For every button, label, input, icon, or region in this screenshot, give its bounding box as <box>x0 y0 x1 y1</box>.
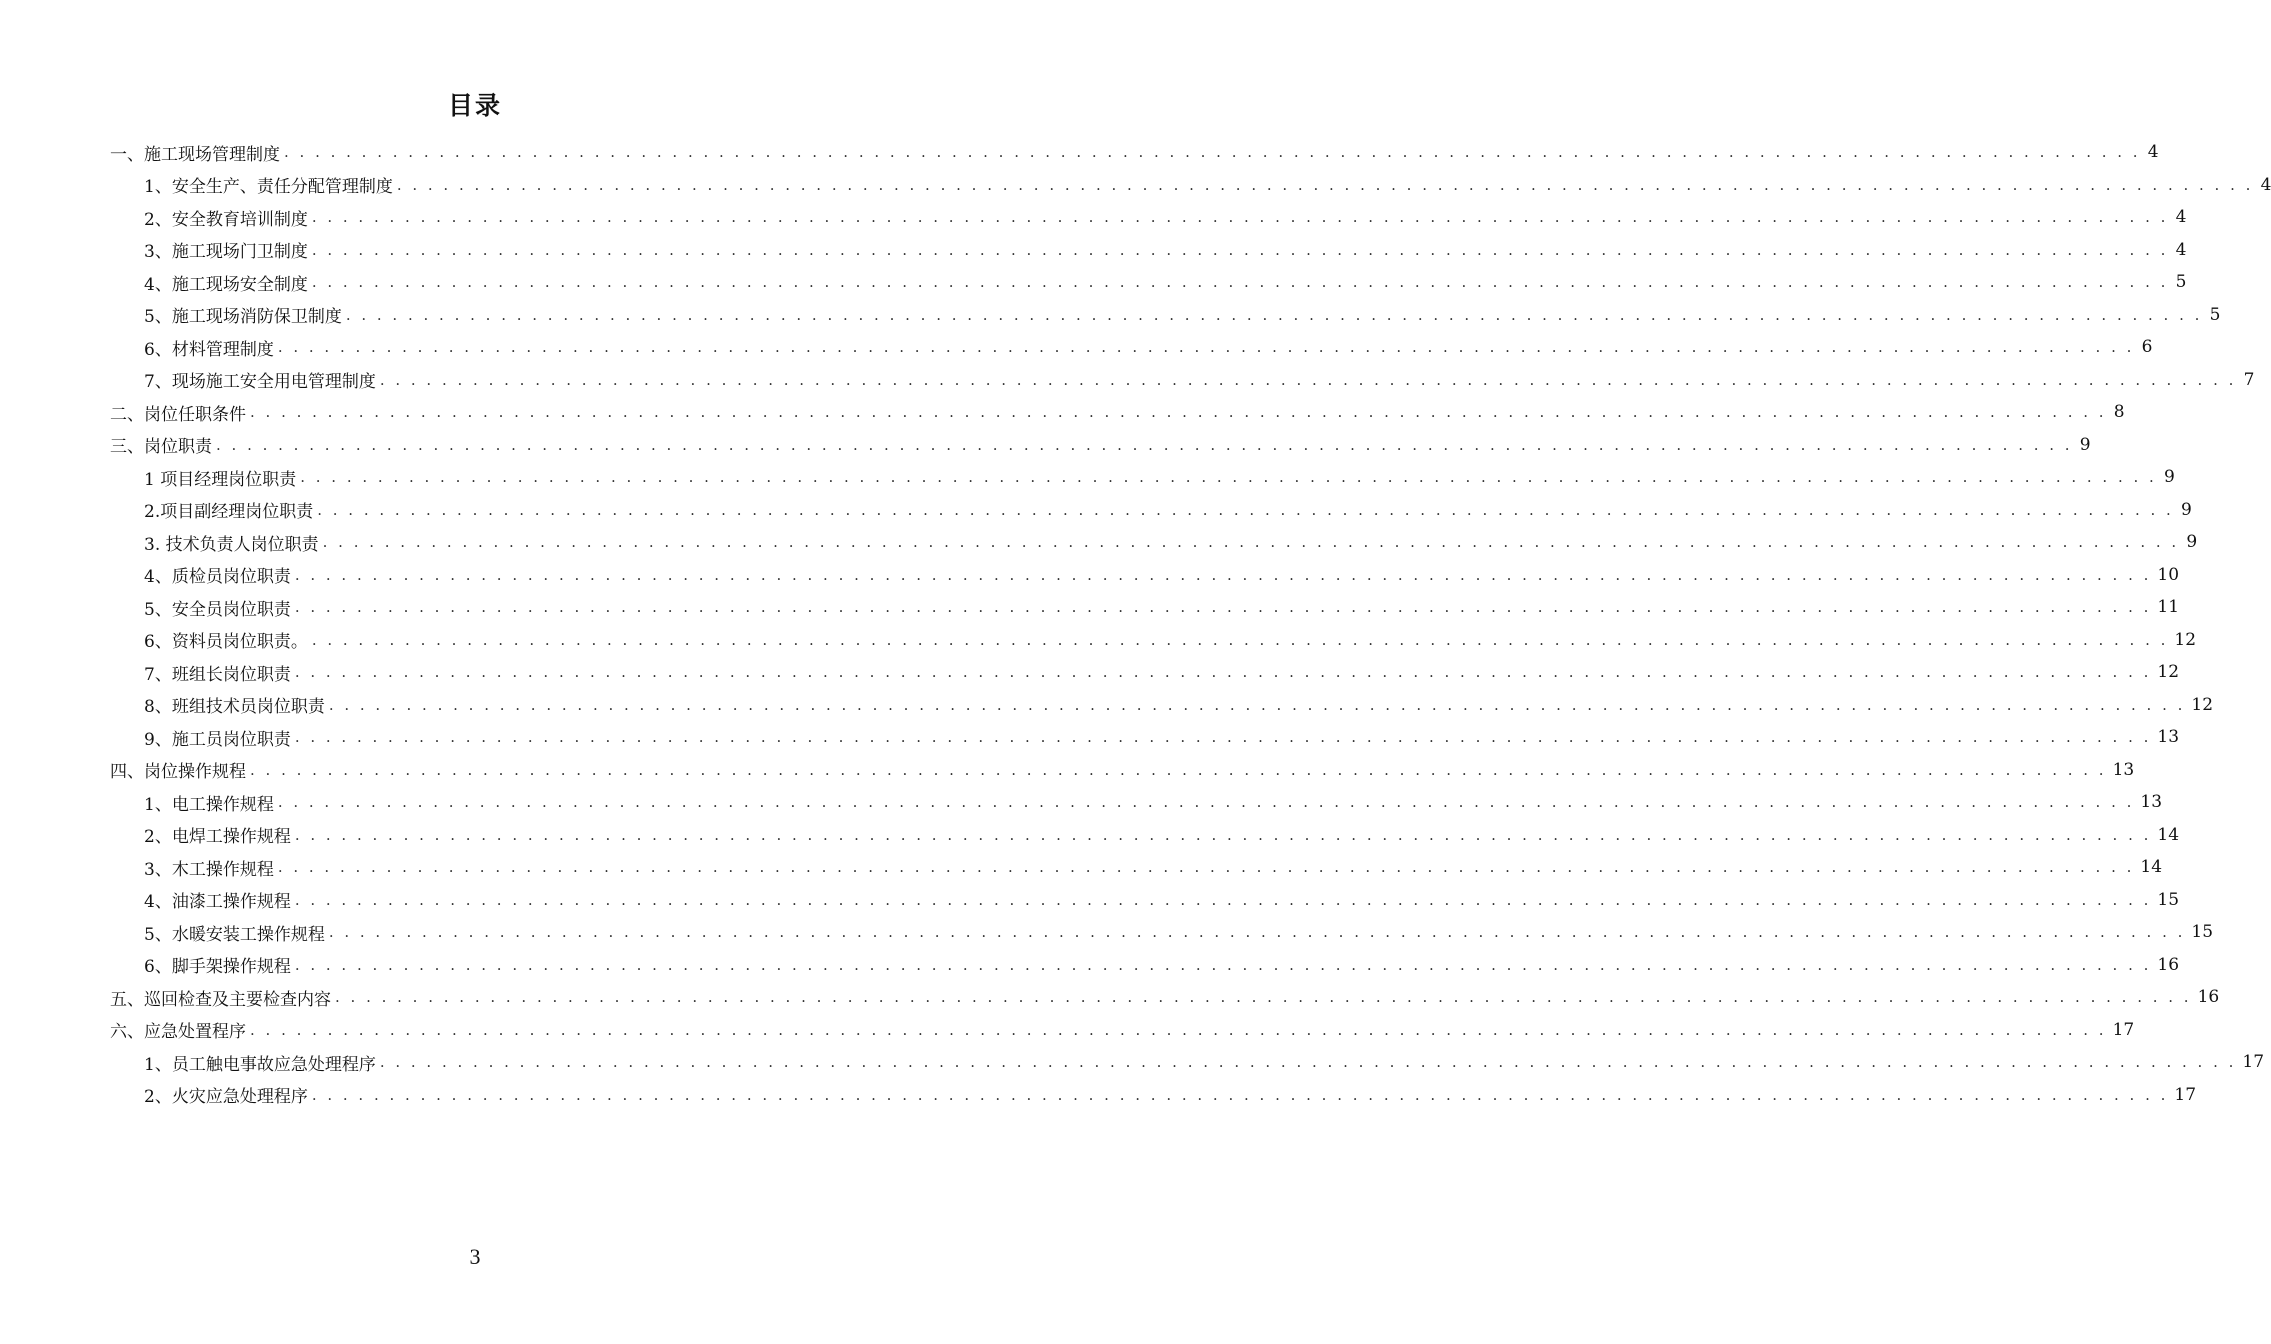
toc-entry-label: 一、施工现场管理制度 <box>110 144 280 165</box>
toc-entry[interactable] <box>110 754 2135 787</box>
toc-entry-label: 四、岗位操作规程 <box>110 762 246 783</box>
toc-entry-label: 5、水暖安装工操作规程 <box>144 924 325 945</box>
toc-entry[interactable] <box>110 786 2163 819</box>
toc-leader-dots: . . . . . . . . . . . . . . . . . . . . . . . . . . . . . . . . . . . . . . . . . . . . . . . . . . . . . . . . . . . . . . . . . . . . . . . . . . . . . . . . . . . . . . . . . . . . . . . . . . . . . . . . . . . . . . . . . . . . . . . . <box>328 695 2186 714</box>
toc-entry-label: 6、材料管理制度 <box>144 339 274 360</box>
toc-entry-label: 1、安全生产、责任分配管理制度 <box>144 177 393 198</box>
toc-entry[interactable] <box>110 136 2159 169</box>
toc-leader-dots: . . . . . . . . . . . . . . . . . . . . . . . . . . . . . . . . . . . . . . . . . . . . . . . . . . . . . . . . . . . . . . . . . . . . . . . . . . . . . . . . . . . . . . . . . . . . . . . . . . . . . . . . . . . . . . . . . . . . . . . . <box>250 1020 2107 1039</box>
toc-entry-label: 1 项目经理岗位职责 <box>144 469 297 490</box>
toc-entry-page: 15 <box>2191 922 2214 943</box>
toc-entry[interactable] <box>110 981 2220 1014</box>
toc-leader-dots: . . . . . . . . . . . . . . . . . . . . . . . . . . . . . . . . . . . . . . . . . . . . . . . . . . . . . . . . . . . . . . . . . . . . . . . . . . . . . . . . . . . . . . . . . . . . . . . . . . . . . . . . . . . . . . . . . . . . . . . . <box>250 403 2107 422</box>
toc-entry-label: 4、油漆工操作规程 <box>144 892 291 913</box>
toc-entry[interactable] <box>110 559 2180 592</box>
toc-leader-dots: . . . . . . . . . . . . . . . . . . . . . . . . . . . . . . . . . . . . . . . . . . . . . . . . . . . . . . . . . . . . . . . . . . . . . . . . . . . . . . . . . . . . . . . . . . . . . . . . . . . . . . . . . . . . . . . . . . . . . . . . <box>250 760 2107 779</box>
toc-entry[interactable] <box>110 396 2125 429</box>
toc-entry-page: 6 <box>2141 337 2153 358</box>
toc-entry-label: 1、电工操作规程 <box>144 794 274 815</box>
toc-entry-label: 2、安全教育培训制度 <box>144 209 308 230</box>
toc-entry-label: 五、巡回检查及主要检查内容 <box>110 989 331 1010</box>
toc-entry-page: 12 <box>2191 694 2214 715</box>
toc-leader-dots: . . . . . . . . . . . . . . . . . . . . . . . . . . . . . . . . . . . . . . . . . . . . . . . . . . . . . . . . . . . . . . . . . . . . . . . . . . . . . . . . . . . . . . . . . . . . . . . . . . . . . . . . . . . . . . . . . . . . . . . . <box>300 468 2157 487</box>
toc-entry-label: 3、施工现场门卫制度 <box>144 242 308 263</box>
toc-entry-page: 16 <box>2197 987 2220 1008</box>
toc-entry-label: 2、火灾应急处理程序 <box>144 1087 308 1108</box>
toc-entry[interactable] <box>110 916 2214 949</box>
toc-entry[interactable] <box>110 266 2187 299</box>
toc-leader-dots: . . . . . . . . . . . . . . . . . . . . . . . . . . . . . . . . . . . . . . . . . . . . . . . . . . . . . . . . . . . . . . . . . . . . . . . . . . . . . . . . . . . . . . . . . . . . . . . . . . . . . . . . . . . . . . . . . . . . . . . . <box>317 500 2174 519</box>
toc-entry-label: 2.项目副经理岗位职责 <box>144 502 314 523</box>
toc-leader-dots: . . . . . . . . . . . . . . . . . . . . . . . . . . . . . . . . . . . . . . . . . . . . . . . . . . . . . . . . . . . . . . . . . . . . . . . . . . . . . . . . . . . . . . . . . . . . . . . . . . . . . . . . . . . . . . . . . . . . . . . . <box>379 370 2237 389</box>
toc-leader-dots: . . . . . . . . . . . . . . . . . . . . . . . . . . . . . . . . . . . . . . . . . . . . . . . . . . . . . . . . . . . . . . . . . . . . . . . . . . . . . . . . . . . . . . . . . . . . . . . . . . . . . . . . . . . . . . . . . . . . . . . . <box>294 598 2152 617</box>
toc-entry-label: 3、木工操作规程 <box>144 859 274 880</box>
toc-entry-label: 1、员工触电事故应急处理程序 <box>144 1054 376 1075</box>
toc-entry-page: 10 <box>2157 564 2180 585</box>
toc-entry[interactable] <box>110 169 2271 202</box>
toc-entry[interactable] <box>110 1046 2265 1079</box>
toc-entry-label: 6、资料员岗位职责。 <box>144 632 308 653</box>
toc-entry-page: 5 <box>2209 304 2221 325</box>
toc-entry[interactable] <box>110 234 2187 267</box>
toc-leader-dots: . . . . . . . . . . . . . . . . . . . . . . . . . . . . . . . . . . . . . . . . . . . . . . . . . . . . . . . . . . . . . . . . . . . . . . . . . . . . . . . . . . . . . . . . . . . . . . . . . . . . . . . . . . . . . . . . . . . . . . . . <box>311 630 2169 649</box>
toc-entry[interactable] <box>110 1014 2135 1047</box>
toc-entry[interactable] <box>110 819 2180 852</box>
toc-entry-label: 六、应急处置程序 <box>110 1022 246 1043</box>
page-number: 3 <box>469 1244 481 1269</box>
toc-entry-page: 5 <box>2175 272 2187 293</box>
toc-entry[interactable] <box>110 364 2255 397</box>
toc-leader-dots: . . . . . . . . . . . . . . . . . . . . . . . . . . . . . . . . . . . . . . . . . . . . . . . . . . . . . . . . . . . . . . . . . . . . . . . . . . . . . . . . . . . . . . . . . . . . . . . . . . . . . . . . . . . . . . . . . . . . . . . . <box>284 143 2141 162</box>
toc-entry[interactable] <box>110 461 2175 494</box>
toc-entry[interactable] <box>110 884 2180 917</box>
toc-entry-page: 4 <box>2147 142 2159 163</box>
toc-entry-page: 13 <box>2157 727 2180 748</box>
toc-entry-page: 8 <box>2113 402 2125 423</box>
toc-leader-dots: . . . . . . . . . . . . . . . . . . . . . . . . . . . . . . . . . . . . . . . . . . . . . . . . . . . . . . . . . . . . . . . . . . . . . . . . . . . . . . . . . . . . . . . . . . . . . . . . . . . . . . . . . . . . . . . . . . . . . . . . <box>216 435 2073 454</box>
toc-entry[interactable] <box>110 624 2197 657</box>
toc-entry-label: 4、施工现场安全制度 <box>144 274 308 295</box>
toc-leader-dots: . . . . . . . . . . . . . . . . . . . . . . . . . . . . . . . . . . . . . . . . . . . . . . . . . . . . . . . . . . . . . . . . . . . . . . . . . . . . . . . . . . . . . . . . . . . . . . . . . . . . . . . . . . . . . . . . . . . . . . . . <box>311 240 2169 259</box>
toc-entry-page: 14 <box>2140 857 2163 878</box>
toc-entry-page: 15 <box>2157 889 2180 910</box>
toc-entry-label: 4、质检员岗位职责 <box>144 567 291 588</box>
toc-entry-page: 9 <box>2163 467 2175 488</box>
toc-entry-label: 二、岗位任职条件 <box>110 404 246 425</box>
toc-entry-page: 4 <box>2175 207 2187 228</box>
toc-entry-page: 17 <box>2174 1084 2197 1105</box>
toc-entry-page: 14 <box>2157 824 2180 845</box>
toc-entry[interactable] <box>110 429 2091 462</box>
toc-entry-page: 13 <box>2140 792 2163 813</box>
toc-entry-page: 16 <box>2157 954 2180 975</box>
toc-entry-label: 7、现场施工安全用电管理制度 <box>144 372 376 393</box>
toc-leader-dots: . . . . . . . . . . . . . . . . . . . . . . . . . . . . . . . . . . . . . . . . . . . . . . . . . . . . . . . . . . . . . . . . . . . . . . . . . . . . . . . . . . . . . . . . . . . . . . . . . . . . . . . . . . . . . . . . . . . . . . . . <box>311 1085 2169 1104</box>
toc-entry[interactable] <box>110 331 2153 364</box>
toc-entry-label: 9、施工员岗位职责 <box>144 729 291 750</box>
toc-leader-dots: . . . . . . . . . . . . . . . . . . . . . . . . . . . . . . . . . . . . . . . . . . . . . . . . . . . . . . . . . . . . . . . . . . . . . . . . . . . . . . . . . . . . . . . . . . . . . . . . . . . . . . . . . . . . . . . . . . . . . . . . <box>294 565 2152 584</box>
toc-entry-page: 17 <box>2242 1052 2265 1073</box>
toc-entry[interactable] <box>110 201 2187 234</box>
toc-leader-dots: . . . . . . . . . . . . . . . . . . . . . . . . . . . . . . . . . . . . . . . . . . . . . . . . . . . . . . . . . . . . . . . . . . . . . . . . . . . . . . . . . . . . . . . . . . . . . . . . . . . . . . . . . . . . . . . . . . . . . . . . <box>322 533 2180 552</box>
toc-leader-dots: . . . . . . . . . . . . . . . . . . . . . . . . . . . . . . . . . . . . . . . . . . . . . . . . . . . . . . . . . . . . . . . . . . . . . . . . . . . . . . . . . . . . . . . . . . . . . . . . . . . . . . . . . . . . . . . . . . . . . . . . <box>335 988 2192 1007</box>
toc-entry-page: 11 <box>2157 597 2180 618</box>
toc-entry-label: 三、岗位职责 <box>110 437 212 458</box>
toc-entry-page: 4 <box>2175 239 2187 260</box>
toc-entry-label: 7、班组长岗位职责 <box>144 664 291 685</box>
toc-entry[interactable] <box>110 591 2180 624</box>
toc-entry-page: 9 <box>2180 499 2192 520</box>
toc-entry[interactable] <box>110 851 2163 884</box>
toc-leader-dots: . . . . . . . . . . . . . . . . . . . . . . . . . . . . . . . . . . . . . . . . . . . . . . . . . . . . . . . . . . . . . . . . . . . . . . . . . . . . . . . . . . . . . . . . . . . . . . . . . . . . . . . . . . . . . . . . . . . . . . . . <box>277 793 2135 812</box>
toc-entry[interactable] <box>110 949 2180 982</box>
toc-leader-dots: . . . . . . . . . . . . . . . . . . . . . . . . . . . . . . . . . . . . . . . . . . . . . . . . . . . . . . . . . . . . . . . . . . . . . . . . . . . . . . . . . . . . . . . . . . . . . . . . . . . . . . . . . . . . . . . . . . . . . . . . <box>328 923 2186 942</box>
toc-entry[interactable] <box>110 299 2221 332</box>
toc-entry-label: 5、施工现场消防保卫制度 <box>144 307 342 328</box>
toc-leader-dots: . . . . . . . . . . . . . . . . . . . . . . . . . . . . . . . . . . . . . . . . . . . . . . . . . . . . . . . . . . . . . . . . . . . . . . . . . . . . . . . . . . . . . . . . . . . . . . . . . . . . . . . . . . . . . . . . . . . . . . . . <box>294 825 2152 844</box>
toc-entry-label: 2、电焊工操作规程 <box>144 827 291 848</box>
toc-entry-page: 12 <box>2157 662 2180 683</box>
toc-entry-page: 9 <box>2079 434 2091 455</box>
toc-leader-dots: . . . . . . . . . . . . . . . . . . . . . . . . . . . . . . . . . . . . . . . . . . . . . . . . . . . . . . . . . . . . . . . . . . . . . . . . . . . . . . . . . . . . . . . . . . . . . . . . . . . . . . . . . . . . . . . . . . . . . . . . <box>396 175 2254 194</box>
toc-entry[interactable] <box>110 1079 2197 1112</box>
toc-leader-dots: . . . . . . . . . . . . . . . . . . . . . . . . . . . . . . . . . . . . . . . . . . . . . . . . . . . . . . . . . . . . . . . . . . . . . . . . . . . . . . . . . . . . . . . . . . . . . . . . . . . . . . . . . . . . . . . . . . . . . . . . <box>294 890 2152 909</box>
toc-leader-dots: . . . . . . . . . . . . . . . . . . . . . . . . . . . . . . . . . . . . . . . . . . . . . . . . . . . . . . . . . . . . . . . . . . . . . . . . . . . . . . . . . . . . . . . . . . . . . . . . . . . . . . . . . . . . . . . . . . . . . . . . <box>294 663 2152 682</box>
toc-entry-page: 17 <box>2112 1019 2135 1040</box>
toc-entry-label: 3. 技术负责人岗位职责 <box>144 534 319 555</box>
toc-entry-page: 4 <box>2260 174 2271 195</box>
toc-entry[interactable] <box>110 721 2180 754</box>
toc-leader-dots: . . . . . . . . . . . . . . . . . . . . . . . . . . . . . . . . . . . . . . . . . . . . . . . . . . . . . . . . . . . . . . . . . . . . . . . . . . . . . . . . . . . . . . . . . . . . . . . . . . . . . . . . . . . . . . . . . . . . . . . . <box>379 1053 2237 1072</box>
toc-entry-page: 12 <box>2174 629 2197 650</box>
toc-leader-dots: . . . . . . . . . . . . . . . . . . . . . . . . . . . . . . . . . . . . . . . . . . . . . . . . . . . . . . . . . . . . . . . . . . . . . . . . . . . . . . . . . . . . . . . . . . . . . . . . . . . . . . . . . . . . . . . . . . . . . . . . <box>311 208 2169 227</box>
toc-leader-dots: . . . . . . . . . . . . . . . . . . . . . . . . . . . . . . . . . . . . . . . . . . . . . . . . . . . . . . . . . . . . . . . . . . . . . . . . . . . . . . . . . . . . . . . . . . . . . . . . . . . . . . . . . . . . . . . . . . . . . . . . <box>294 955 2152 974</box>
toc-entry[interactable] <box>110 656 2180 689</box>
toc-entry-label: 5、安全员岗位职责 <box>144 599 291 620</box>
toc-entry-label: 8、班组技术员岗位职责 <box>144 697 325 718</box>
toc-entry-page: 7 <box>2243 369 2255 390</box>
toc-title: 目录 <box>447 91 502 120</box>
toc-entry-label: 6、脚手架操作规程 <box>144 957 291 978</box>
toc-entry[interactable] <box>110 494 2192 527</box>
toc-leader-dots: . . . . . . . . . . . . . . . . . . . . . . . . . . . . . . . . . . . . . . . . . . . . . . . . . . . . . . . . . . . . . . . . . . . . . . . . . . . . . . . . . . . . . . . . . . . . . . . . . . . . . . . . . . . . . . . . . . . . . . . . <box>311 273 2169 292</box>
toc-leader-dots: . . . . . . . . . . . . . . . . . . . . . . . . . . . . . . . . . . . . . . . . . . . . . . . . . . . . . . . . . . . . . . . . . . . . . . . . . . . . . . . . . . . . . . . . . . . . . . . . . . . . . . . . . . . . . . . . . . . . . . . . <box>277 858 2135 877</box>
table-of-contents <box>110 136 2271 1111</box>
toc-leader-dots: . . . . . . . . . . . . . . . . . . . . . . . . . . . . . . . . . . . . . . . . . . . . . . . . . . . . . . . . . . . . . . . . . . . . . . . . . . . . . . . . . . . . . . . . . . . . . . . . . . . . . . . . . . . . . . . . . . . . . . . . <box>294 728 2152 747</box>
toc-leader-dots: . . . . . . . . . . . . . . . . . . . . . . . . . . . . . . . . . . . . . . . . . . . . . . . . . . . . . . . . . . . . . . . . . . . . . . . . . . . . . . . . . . . . . . . . . . . . . . . . . . . . . . . . . . . . . . . . . . . . . . . . <box>345 305 2203 324</box>
toc-entry[interactable] <box>110 689 2214 722</box>
toc-entry-page: 9 <box>2186 532 2198 553</box>
toc-entry[interactable] <box>110 526 2198 559</box>
toc-leader-dots: . . . . . . . . . . . . . . . . . . . . . . . . . . . . . . . . . . . . . . . . . . . . . . . . . . . . . . . . . . . . . . . . . . . . . . . . . . . . . . . . . . . . . . . . . . . . . . . . . . . . . . . . . . . . . . . . . . . . . . . . <box>277 338 2135 357</box>
toc-entry-page: 13 <box>2112 759 2135 780</box>
